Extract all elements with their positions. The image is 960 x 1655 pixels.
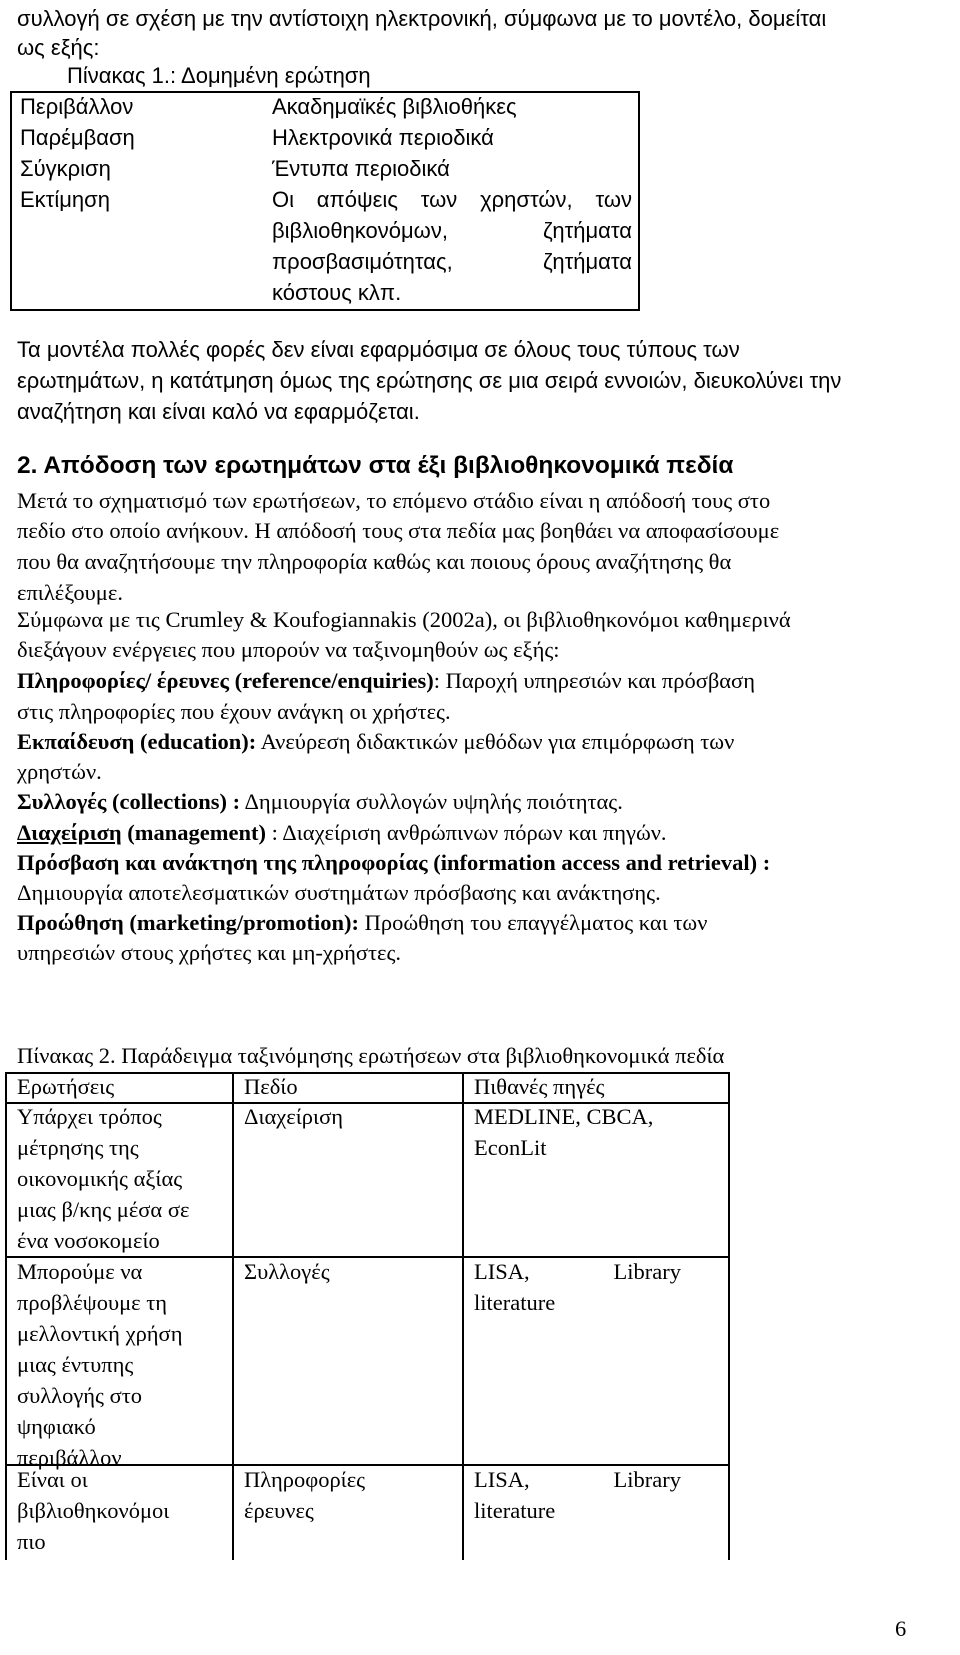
item-desc: Δημιουργία συλλογών υψηλής ποιότητας. <box>240 789 623 814</box>
table-cell-line: ψηφιακό <box>17 1414 96 1439</box>
table-cell <box>474 1256 681 1318</box>
item-desc: : Διαχείριση ανθρώπινων πόρων και πηγών. <box>266 820 667 845</box>
paragraph-line: διεξάγουν ενέργειες που μπορούν να ταξινομηθούν ως εξής: <box>17 637 560 662</box>
table-cell-line: Οι απόψεις των χρηστών, των <box>272 187 632 212</box>
table-cell-line: κόστους κλπ. <box>272 280 402 305</box>
table2-caption: Πίνακας 2. Παράδειγμα ταξινόμησης ερωτήσεων στα βιβλιοθηκονομικά πεδία <box>17 1043 725 1068</box>
list-item <box>17 726 912 757</box>
table-border <box>462 1072 464 1560</box>
table-cell-line: LISA, Library <box>474 1467 681 1492</box>
table-cell-line: Μπορούμε να <box>17 1259 143 1284</box>
table-cell: Συλλογές <box>244 1259 330 1284</box>
table-border <box>5 1072 7 1560</box>
table-border <box>728 1072 730 1560</box>
paragraph-line: επιλέξουμε. <box>17 580 123 605</box>
table-cell-line: περιβάλλον <box>17 1445 122 1470</box>
table-cell-line: βιβλιοθηκονόμων, ζητήματα <box>272 218 632 243</box>
paragraph-line: Μετά το σχηματισμό των ερωτήσεων, το επόμενο στάδιο είναι η απόδοσή τους στο <box>17 488 771 513</box>
table-cell-line: ένα νοσοκομείο <box>17 1228 160 1253</box>
table-row <box>17 1464 169 1557</box>
intro-line-1: συλλογή σε σχέση με την αντίστοιχη ηλεκτρονική, σύμφωνα με το μοντέλο, δομείται <box>17 6 827 31</box>
table-cell-line: συλλογής στο <box>17 1383 143 1408</box>
item-term: Προώθηση (marketing/promotion): <box>17 910 359 935</box>
column-header: Ερωτήσεις <box>17 1074 115 1099</box>
table-cell-line: προβλέψουμε τη <box>17 1290 168 1315</box>
intro-line-2: ως εξής: <box>17 35 100 60</box>
table-cell-line: MEDLINE, CBCA, <box>474 1104 654 1129</box>
table-cell-line: μελλοντική χρήση <box>17 1321 183 1346</box>
table-cell-line: μιας β/κης μέσα σε <box>17 1197 190 1222</box>
table-cell: Ακαδημαϊκές βιβλιοθήκες <box>272 94 517 119</box>
list-item: Πρόσβαση και ανάκτηση της πληροφορίας (information access and retrieval) : <box>17 850 771 875</box>
table-cell-line: literature <box>474 1498 556 1523</box>
item-desc-cont: στις πληροφορίες που έχουν ανάγκη οι χρήστες. <box>17 699 451 724</box>
table-cell-line: οικονομικής αξίας <box>17 1166 183 1191</box>
list-item <box>17 786 623 817</box>
paragraph-line: αναζήτηση και είναι καλό να εφαρμόζεται. <box>17 399 420 424</box>
item-term: Πληροφορίες/ έρευνες (reference/enquiries) <box>17 668 434 693</box>
paragraph-line: που θα αναζητήσουμε την πληροφορία καθώς και ποιους όρους αναζήτησης θα <box>17 549 732 574</box>
table-cell-line: LISA, Library <box>474 1259 681 1284</box>
column-header: Πεδίο <box>244 1074 298 1099</box>
paragraph-line: ερωτημάτων, η κατάτμηση όμως της ερώτησης σε μια σειρά εννοιών, διευκολύνει την <box>17 368 842 393</box>
item-separator: : <box>433 668 440 693</box>
table-cell-line: μιας έντυπης <box>17 1352 134 1377</box>
item-desc-cont: Δημιουργία αποτελεσματικών συστημάτων πρόσβασης και ανάκτησης. <box>17 880 661 905</box>
table-cell: Διαχείριση <box>244 1104 343 1129</box>
paragraph-line: Τα μοντέλα πολλές φορές δεν είναι εφαρμόσιμα σε όλους τους τύπους των <box>17 337 740 362</box>
table-cell-line: EconLit <box>474 1135 547 1160</box>
table1-caption: Πίνακας 1.: Δομημένη ερώτηση <box>67 63 371 88</box>
section-heading: 2. Απόδοση των ερωτημάτων στα έξι βιβλιοθηκονομικά πεδία <box>17 452 734 479</box>
table-cell: Σύγκριση <box>20 156 111 181</box>
item-term: Συλλογές (collections) : <box>17 789 241 814</box>
table-cell <box>474 1464 681 1526</box>
table-cell-line: μέτρησης της <box>17 1135 139 1160</box>
item-term: (management) <box>121 820 266 845</box>
column-header: Πιθανές πηγές <box>474 1074 605 1099</box>
table-cell-line: Πληροφορίες <box>244 1467 366 1492</box>
item-term: Εκπαίδευση (education): <box>17 729 257 754</box>
structured-question-table <box>10 91 640 311</box>
table-cell-line: literature <box>474 1290 556 1315</box>
list-item <box>17 907 912 938</box>
table-row <box>17 1101 189 1256</box>
table-cell <box>474 1101 684 1163</box>
item-term-underlined: Διαχείριση <box>17 820 122 845</box>
item-desc: Προώθηση του επαγγέλματος και των <box>358 910 708 935</box>
item-desc: Παροχή υπηρεσιών και πρόσβαση <box>440 668 755 693</box>
table-border <box>232 1072 234 1560</box>
page-number: 6 <box>895 1616 907 1641</box>
list-item <box>17 665 912 696</box>
item-desc-cont: χρηστών. <box>17 759 102 784</box>
table-cell: Έντυπα περιοδικά <box>272 156 450 181</box>
table-cell <box>244 1464 365 1526</box>
paragraph-line: πεδίο στο οποίο ανήκουν. Η απόδοσή τους στα πεδία μας βοηθάει να αποφασίσουμε <box>17 518 780 543</box>
table-cell-line: έρευνες <box>244 1498 314 1523</box>
paragraph-line: Σύμφωνα με τις Crumley & Koufogiannakis (2002a), οι βιβλιοθηκονόμοι καθημερινά <box>17 607 791 632</box>
table-cell-line: βιβλιοθηκονόμοι <box>17 1498 170 1523</box>
table-cell-line: πιο <box>17 1529 46 1554</box>
table-cell: Εκτίμηση <box>20 187 110 212</box>
table-cell: Περιβάλλον <box>20 94 134 119</box>
table-cell: Ηλεκτρονικά περιοδικά <box>272 125 494 150</box>
table-cell-line: Είναι οι <box>17 1467 88 1492</box>
table-cell-line: προσβασιμότητας, ζητήματα <box>272 249 632 274</box>
list-item <box>17 817 667 848</box>
table-cell-line: Υπάρχει τρόπος <box>17 1104 162 1129</box>
item-desc: Ανεύρεση διδακτικών μεθόδων για επιμόρφωση των <box>256 729 735 754</box>
item-desc-cont: υπηρεσιών στους χρήστες και μη-χρήστες. <box>17 940 402 965</box>
table-row <box>17 1256 182 1473</box>
table-cell: Παρέμβαση <box>20 125 135 150</box>
